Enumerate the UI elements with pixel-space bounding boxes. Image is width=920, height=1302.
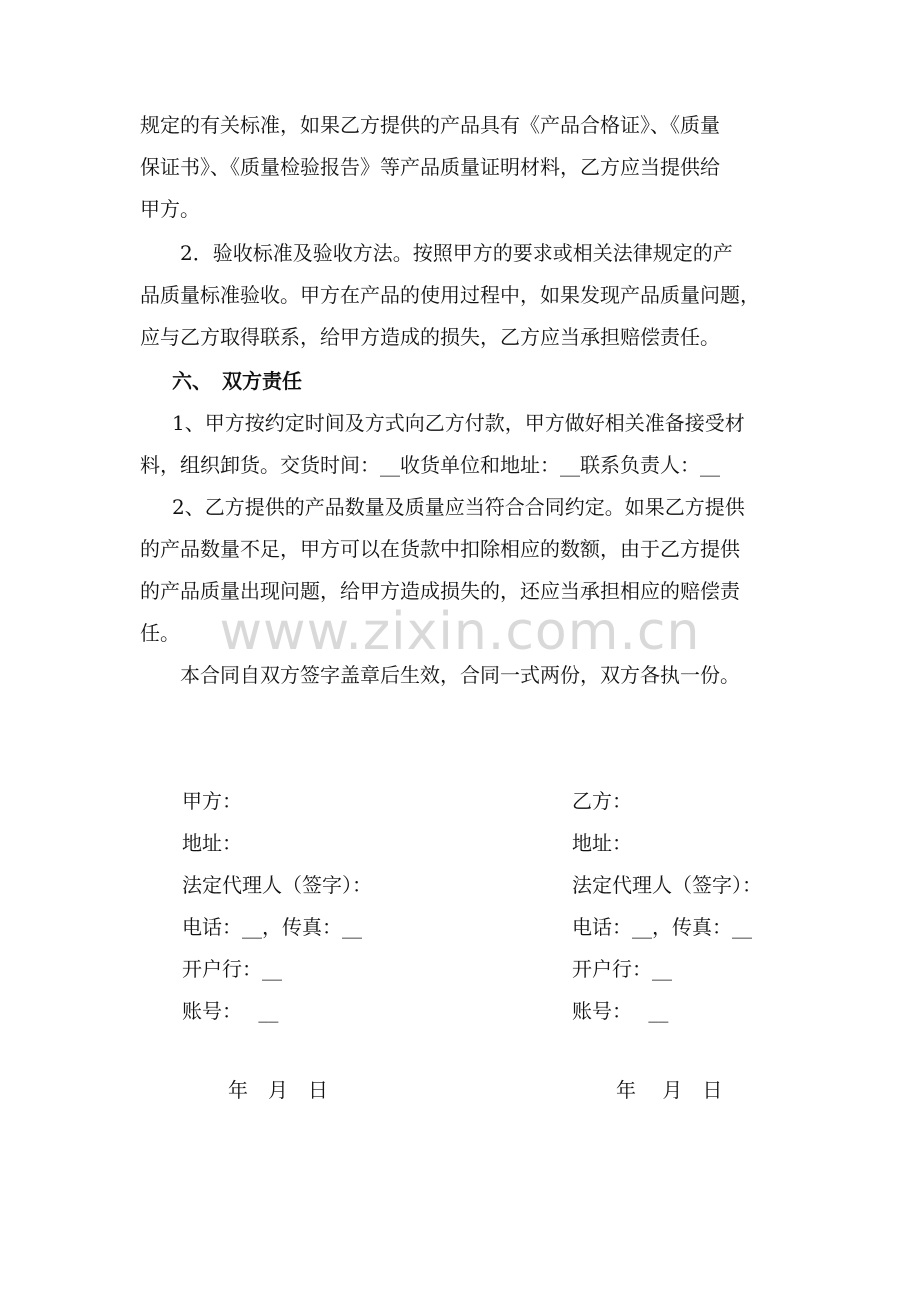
text-line: 2、乙方提供的产品数量及质量应当符合合同约定。如果乙方提供 <box>172 495 745 519</box>
party-b-address-label: 地址： <box>572 831 632 855</box>
paragraph-acceptance-standard <box>140 232 788 358</box>
text-line: 的产品质量出现问题，给甲方造成损失的，还应当承担相应的赔偿责 <box>140 579 740 603</box>
party-a-agent-label: 法定代理人（签字）： <box>182 873 372 897</box>
party-a-signature-block <box>182 780 372 1032</box>
text-line: 任。 <box>140 621 180 645</box>
watermark: www.zixin.com.cn <box>219 602 701 662</box>
text-line: 规定的有关标准，如果乙方提供的产品具有《产品合格证》、《质量 <box>140 113 720 137</box>
paragraph-quality-certificates <box>140 104 788 230</box>
text-line: 本合同自双方签字盖章后生效，合同一式两份，双方各执一份。 <box>180 663 740 687</box>
party-b-signature-block <box>572 780 762 1032</box>
party-b-account-label: 账号： __ <box>572 999 669 1023</box>
party-b-phone-fax-label: 电话：__，传真：__ <box>572 915 752 939</box>
section-heading-responsibilities: 六、 双方责任 <box>172 369 302 393</box>
party-a-address-label: 地址： <box>182 831 242 855</box>
party-a-name-label: 甲方： <box>182 789 242 813</box>
party-b-agent-label: 法定代理人（签字）： <box>572 873 762 897</box>
text-line: 保证书》、《质量检验报告》等产品质量证明材料，乙方应当提供给 <box>140 155 720 179</box>
party-b-bank-label: 开户行：__ <box>572 957 672 981</box>
party-b-date: 年 月 日 <box>616 1078 723 1102</box>
text-line: 1、甲方按约定时间及方式向乙方付款，甲方做好相关准备接受材 <box>172 411 745 435</box>
party-a-phone-fax-label: 电话：__，传真：__ <box>182 915 362 939</box>
party-b-name-label: 乙方： <box>572 789 632 813</box>
paragraph-party-a-duties <box>140 402 788 486</box>
party-a-bank-label: 开户行：__ <box>182 957 282 981</box>
paragraph-effective-clause <box>140 654 788 696</box>
text-line: 甲方。 <box>140 197 200 221</box>
party-a-account-label: 账号： __ <box>182 999 279 1023</box>
party-a-date: 年 月 日 <box>228 1078 328 1102</box>
text-line: 2．验收标准及验收方法。按照甲方的要求或相关法律规定的产 <box>180 241 733 265</box>
text-line: 料，组织卸货。交货时间：__收货单位和地址：__联系负责人：__ <box>140 453 720 477</box>
text-line: 应与乙方取得联系，给甲方造成的损失，乙方应当承担赔偿责任。 <box>140 325 720 349</box>
paragraph-party-b-duties <box>140 486 788 654</box>
text-line: 品质量标准验收。甲方在产品的使用过程中，如果发现产品质量问题， <box>140 283 760 307</box>
text-line: 的产品数量不足，甲方可以在货款中扣除相应的数额，由于乙方提供 <box>140 537 740 561</box>
